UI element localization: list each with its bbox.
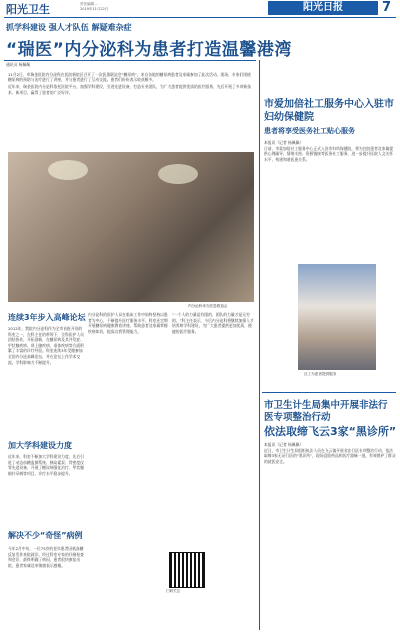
intro-paragraph-2: 近年来，瑞金医院内分泌科依托医院平台，加强学科建设，引进先进设备，打造专业团队，为广大患者提供优质的医疗服务，先后开展了多项新技术、新项目，赢得了患者的广泛好评。 [8, 84, 251, 95]
right-article-1-text: 日前，市爱加倍社工服务中心正式入驻市妇幼保健院，将为住院患者及家属提供心理疏导、情绪支持、资源链接等医务社工服务，进一步提升医院人文关怀水平，构建和谐医患关系。 [264, 145, 394, 162]
lead-headline: “瑞医”内分泌科为患者打造温馨港湾 [6, 40, 292, 60]
intro-paragraph: 11月2日，市瑞金医院内分泌科在医院新院区召开了一次医患联谊会“糖尿病”，来自各地的糖尿病患者及家属参加了此次活动。现场，专家们围绕糖尿病的预防与治疗进行了讲座，并与患者进行了互动交流。患者们纷纷表示收获颇多。 [8, 72, 251, 83]
section-text-3: 今年2月中旬，一位75岁的老年患者因低血糖反复发作来院就诊。经过科室专家的仔细检查和会诊，最终明确了病因，患者很快康复出院，患者家属送来锦旗表示感谢。 [8, 546, 84, 568]
right-article-1-body [264, 140, 396, 260]
column-divider [259, 60, 260, 630]
lead-byline: 通讯员 杨佩佩 [6, 62, 30, 67]
qr-code [170, 553, 204, 587]
section-title-2: 加大学科建设力度 [8, 441, 72, 450]
lead-column-2: 内分泌科的医护人员在临床工作中始终坚持以患者为中心，不断提升医疗服务水平。科室还定期开展糖尿病健康教育讲座，帮助患者及家属掌握疾病知识，提高自我管理能力。 [88, 312, 168, 334]
right-article-1-title: 市爱加倍社工服务中心入驻市妇幼保健院 [264, 99, 394, 123]
lead-intro [8, 72, 254, 95]
right-article-1-subtitle: 患者将享受医务社工贴心服务 [264, 127, 355, 135]
lead-column-3: “一个人的力量是有限的，团队的力量才是无穷的。”科主任表示，今后内分泌科将继续加强人才培养和学科建设，为广大患者提供更加优质、便捷的医疗服务。 [172, 312, 254, 334]
section-title-3: 解决不少“奇怪”病例 [8, 531, 83, 540]
lead-photo [8, 152, 254, 302]
header-rule [4, 17, 396, 18]
date-line: 2019年11月22日 [80, 7, 109, 11]
right-article-2-body [264, 442, 396, 630]
lead-subhead: 抓学科建设 强人才队伍 解疑难杂症 [6, 23, 132, 32]
qr-caption: 扫码关注 [166, 589, 181, 593]
right-article-1-photo [298, 264, 376, 370]
section-title-1: 连续3年步入高峰论坛 [8, 313, 86, 322]
right-article-1-byline: 本报讯（记者 杨佩佩） [264, 140, 304, 145]
section-name: 阳光卫生 [6, 3, 50, 16]
right-section-rule [262, 392, 396, 393]
section-text-2: 近年来，科室不断加大学科建设力度，先后引进了动态血糖监测系统、胰岛素泵、骨密度仪等先进设备，开展了糖尿病强化治疗、甲状腺细针穿刺等项目，诊疗水平稳步提升。 [8, 454, 84, 476]
right-article-2-byline: 本报讯（记者 杨佩佩） [264, 442, 304, 447]
lead-photo-caption: 内分泌科举办医患联谊会 [188, 304, 228, 308]
page-number: 7 [382, 0, 392, 15]
header-info [80, 2, 108, 12]
right-article-1-photo-caption: 社工为患者提供服务 [304, 372, 337, 376]
right-article-2-title-b: 依法取缔飞云3家“黑诊所” [264, 425, 397, 438]
newspaper-brand: 阳光日报 [268, 1, 378, 15]
right-article-2-title: 市卫生计生局集中开展非法行医专项整治行动 [264, 400, 388, 423]
right-article-2-text: 近日，市卫生计生局组织执法人员在飞云镇开展非法行医专项整治行动，依法取缔3家无证行医的“黑诊所”，现场没收药品和医疗器械一批，有效维护了群众的就医安全。 [264, 447, 396, 464]
headline-rule [4, 60, 256, 61]
section-text-1: 2012年，我院内分泌科作为全市首批开设的科室之一，在科主任的带领下，全科医护人员团结协作，开拓创新，在糖尿病及其并发症、甲状腺疾病、肾上腺疾病、垂体疾病等方面积累了丰富的诊疗经验。科室连续3年受邀参加全国内分泌高峰论坛，并在论坛上作学术交流，学科影响力不断提升。 [8, 326, 84, 365]
edition-info: 责任编辑 ... [80, 2, 99, 6]
